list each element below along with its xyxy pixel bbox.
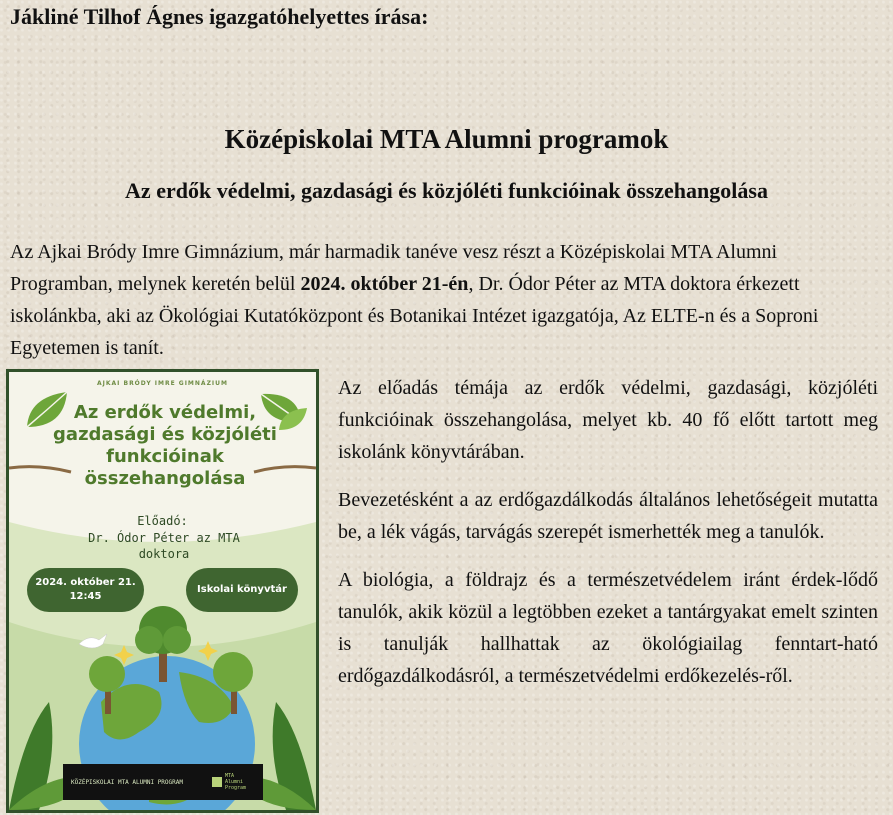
poster-footer (63, 764, 263, 800)
article-subtitle: Az erdők védelmi, gazdasági és közjóléti funkcióinak összehangolása (125, 178, 768, 203)
article-body (338, 372, 878, 708)
intro-paragraph (10, 236, 878, 364)
poster-school: AJKAI BRÓDY IMRE GIMNÁZIUM (97, 380, 228, 387)
mta-logo-text: MTA Alumni Program (225, 773, 247, 791)
body-paragraph: Bevezetésként a az erdőgazdálkodás általános lehetőségeit mutatta be, a lék vágás, tarvágás szerepét ismerhették meg a tanulók. (338, 489, 878, 543)
poster-venue-badge: Iskolai könyvtár (186, 568, 298, 612)
intro-date: 2024. október 21-én (300, 273, 469, 295)
body-paragraph: A biológia, a földrajz és a természetvédelem iránt érdek-lődő tanulók, akik közül a legtöbben ezeket a tantárgyakat emelt szinten is tanulják hallhattak az ökológiailag fenntart-ható erdőgazdálkodásról, a természetvédelmi erdőkezelés-ről. (338, 569, 878, 687)
poster-date-badge: 2024. október 21. 12:45 (27, 568, 144, 612)
poster-title: Az erdők védelmi, gazdasági és közjóléti funkcióinak összehangolása (53, 402, 277, 489)
poster-presenter: Dr. Ódor Péter az MTA doktora (88, 531, 240, 561)
intro-text-2: , Dr. Ódor Péter az MTA doktora érkezett iskolánkba, aki az Ökológiai Kutatóközpont és Botanikai Intézet igazgatója, Az ELTE-n és a Soproni Egyetemen is tanít. (10, 273, 819, 359)
event-poster (6, 369, 319, 813)
intro-text-1: Az Ajkai Bródy Imre Gimnázium, már harmadik tanéve vesz részt a Középiskolai MTA Alumni Programban, melynek keretén belül (10, 241, 778, 295)
poster-presenter-label: Előadó: (137, 514, 188, 528)
author-line: Jákliné Tilhof Ágnes igazgatóhelyettes írása: (10, 4, 429, 29)
poster-footer-text: KÖZÉPISKOLAI MTA ALUMNI PROGRAM (71, 778, 183, 786)
mta-logo-icon (212, 777, 222, 787)
mta-logo (212, 773, 255, 791)
body-paragraph: Az előadás témája az erdők védelmi, gazdasági, közjóléti funkcióinak összehangolása, melyet kb. 40 fő előtt tartott meg iskolánk könyvtárában. (338, 377, 878, 463)
article-title: Középiskolai MTA Alumni programok (224, 124, 669, 154)
